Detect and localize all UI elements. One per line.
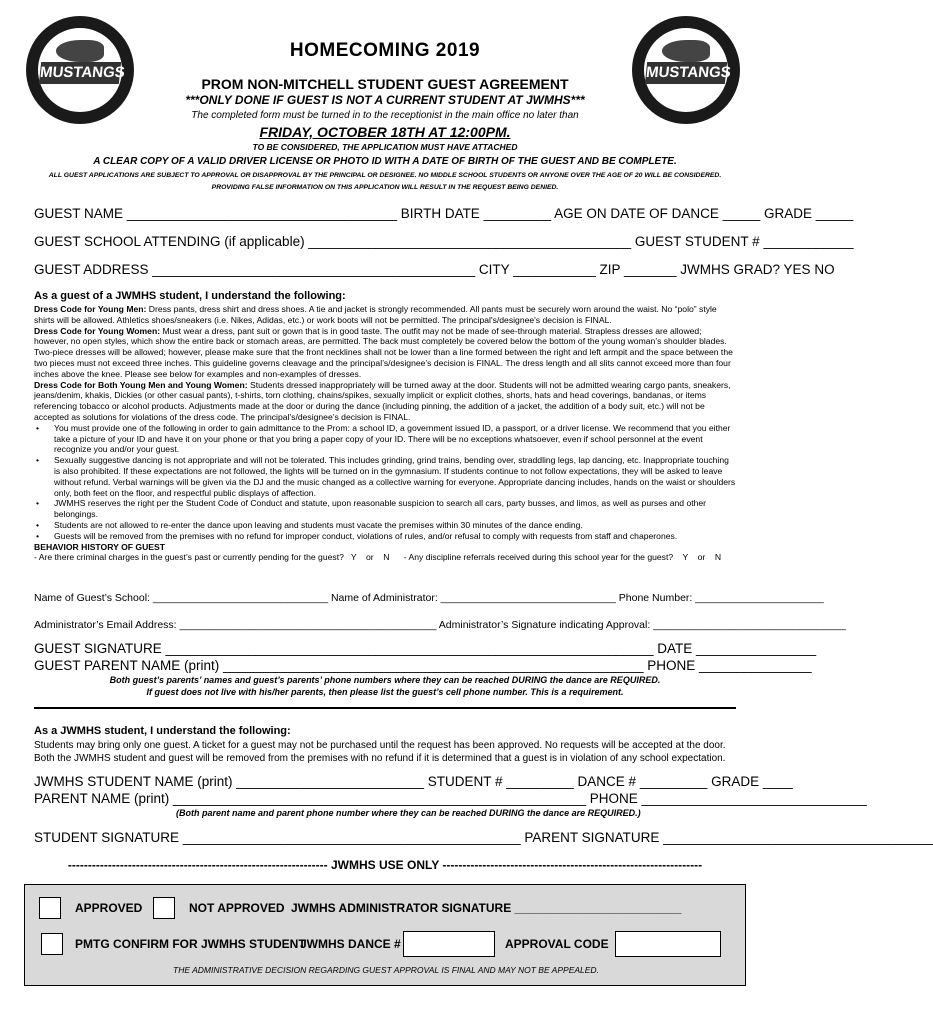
admin-email-row[interactable]: Administrator’s Email Address: ____________________________________________ Administrator’s Signature indicating Approval: _________________________________ (34, 619, 846, 631)
admin-use-box (24, 884, 746, 986)
admin-signature-line[interactable]: JWMHS ADMINISTRATOR SIGNATURE _________________________ (291, 901, 682, 915)
logo-plate: MUSTANGS (645, 62, 727, 84)
license-note: A CLEAR COPY OF A VALID DRIVER LICENSE OR PHOTO ID WITH A DATE OF BIRTH OF THE GUEST AND BE COMPLETE. (93, 156, 677, 167)
guest-signature-row[interactable]: GUEST SIGNATURE _________________________________________________________________ DATE ________________ (34, 641, 817, 656)
both-label: Dress Code for Both Young Men and Young Women: (34, 379, 248, 390)
student-heading: As a JWMHS student, I understand the following: (34, 725, 291, 737)
behavior-line[interactable]: - Are there criminal charges in the guest’s past or currently pending for the guest? Y or N - Any discipline referrals received during this school year for the guest? Y or N (34, 552, 722, 563)
student-name-row[interactable]: JWMHS STUDENT NAME (print) _________________________ STUDENT # _________ DANCE # _________ GRADE ____ (34, 774, 793, 789)
student-signature-row[interactable]: STUDENT SIGNATURE _____________________________________________ PARENT SIGNATURE ____________________________________ (34, 830, 933, 845)
form-subtitle: PROM NON-MITCHELL STUDENT GUEST AGREEMENT (201, 76, 569, 92)
rule-item: • Guests will be removed from the premises with no refund for improper conduct, violations of rules, and/or refusal to comply with requests from staff and chaperones. (34, 531, 736, 542)
guest-parent-row[interactable]: GUEST PARENT NAME (print) ________________________________________________________ PHONE _______________ (34, 658, 812, 673)
dress-code-block (34, 304, 736, 563)
not-approved-label: NOT APPROVED (189, 901, 285, 915)
both-text: Students dressed inappropriately will be turned away at the door. Students will not be admitted wearing cargo pants, sneakers, jeans/denim, khakis, Dickies (or other casual pants), t-shirts, torn clothing, chains/spikes, sexually implicit or explicit clothes, shorts, hats and head coverings, bandanas, or items referencing tobacco or alcohol products. Adjustments made at the door or during the dance (including pinning, the addition of a jacket, the addition of a body suit, etc.) will not be accepted as solutions for violations of the dress code. The principal’s/designee’s decision is FINAL. (34, 379, 731, 422)
rule-item: • You must provide one of the following in order to gain admittance to the Prom: a school ID, a government issued ID, a passport, or a driver license. We recommend that you either take a picture of your ID and have it on your phone or that you bring a paper copy of your ID. There will be no exceptions whatsoever, even if school personnel at the event recognize you and/or your guest. (34, 423, 736, 455)
page-title: HOMECOMING 2019 (289, 40, 481, 61)
approval-code-field[interactable] (615, 931, 721, 957)
parent-note-2: If guest does not live with his/her parents, then please list the guest’s cell phone number. This is a requirement. (146, 687, 624, 697)
final-decision-note: THE ADMINISTRATIVE DECISION REGARDING GUEST APPROVAL IS FINAL AND MAY NOT BE APPEALED. (173, 965, 599, 975)
behavior-heading: BEHAVIOR HISTORY OF GUEST (34, 541, 165, 552)
rule-item: • JWMHS reserves the right per the Student Code of Conduct and statute, upon reasonable suspicion to search all cars, party busses, and limos, as well as purses and other belongings. (34, 498, 736, 520)
approval-code-label: APPROVAL CODE (505, 937, 609, 951)
rule-item: • Sexually suggestive dancing is not appropriate and will not be tolerated. This includes grinding, grind trains, bending over, straddling legs, lap dancing, etc. Inappropriate touching is also prohibited. If these expectations are not followed, the lights will be turned on in the gymnasium. If students continue to not follow expectations, they will be asked to leave without refund. Verbal warnings will be given via the DJ and the music changed as a collective warning for everyone. Appropriate dancing includes, hands on the waist or shoulders only, both feet on the floor, and respectful public displays of affection. (34, 455, 736, 498)
use-only-banner: ----------------------------------------------------------------- JWMHS USE ONLY ----------------------------------------------------------------- (67, 858, 703, 872)
pmtg-label: PMTG CONFIRM FOR JWMHS STUDENT (75, 937, 306, 951)
guest-address-row[interactable]: GUEST ADDRESS ___________________________________________ CITY ___________ ZIP _______ JWMHS GRAD? YES NO (34, 262, 835, 277)
false-info-note: PROVIDING FALSE INFORMATION ON THIS APPLICATION WILL RESULT IN THE REQUEST BEING DENIED. (211, 184, 559, 191)
parent-name-row[interactable]: PARENT NAME (print) _______________________________________________________ PHONE ______________________________ (34, 791, 867, 806)
logo-plate: MUSTANGS (39, 62, 121, 84)
guest-name-row[interactable]: GUEST NAME ____________________________________ BIRTH DATE _________ AGE ON DATE OF DANCE _____ GRADE _____ (34, 206, 854, 221)
parent-note-1: Both guest’s parents’ names and guest’s parents’ phone numbers where they can be reached DURING the dance are REQUIRED. (109, 675, 661, 685)
section-divider (34, 707, 736, 709)
women-text: Must wear a dress, pant suit or gown that is in good taste. The outfit may not be made of see-through material. Strapless dresses are allowed; however, no open styles, which show the entire back or stomach areas, are permitted. The back must completely be covered below the bottom of the young woman’s shoulder blades. Two-piece dresses will be allowed; however, please make sure that the front necklines shall not be lower than a line formed between the right and left armpit and the space between the two pieces must not exceed three inches. This guideline governs cleavage and the principal’s/designee’s decision is FINAL. The dress length and all slits cannot exceed more than four inches above the knee. Please see below for examples and non-examples of dresses. (34, 325, 733, 379)
considered-note: TO BE CONSIDERED, THE APPLICATION MUST HAVE ATTACHED (252, 142, 518, 152)
subject-note: ALL GUEST APPLICATIONS ARE SUBJECT TO APPROVAL OR DISAPPROVAL BY THE PRINCIPAL OR DESIGNEE. NO MIDDLE SCHOOL STUDENTS OR ANYONE OVER THE AGE OF 20 WILL BE CONSIDERED. (48, 172, 722, 179)
approved-label: APPROVED (75, 901, 143, 915)
school-logo-left (26, 16, 134, 124)
school-logo-right (632, 16, 740, 124)
dance-number-label: JWMHS DANCE # (300, 937, 401, 951)
dance-number-field[interactable] (403, 931, 495, 957)
guest-school-row[interactable]: GUEST SCHOOL ATTENDING (if applicable) ___________________________________________ GUEST STUDENT # ____________ (34, 234, 854, 249)
guest-rules-heading: As a guest of a JWMHS student, I understand the following: (34, 290, 346, 302)
parent-required-note: (Both parent name and parent phone number where they can be reached DURING the dance are REQUIRED.) (176, 808, 641, 818)
deadline: FRIDAY, OCTOBER 18TH AT 12:00PM. (259, 124, 511, 140)
pmtg-checkbox[interactable] (41, 933, 63, 955)
turned-in-note: The completed form must be turned in to the receptionist in the main office no later than (191, 110, 579, 121)
rules-list (34, 423, 736, 542)
admin-school-row[interactable]: Name of Guest’s School: ______________________________ Name of Administrator: ______________________________ Phone Number: ______________________ (34, 592, 824, 604)
rule-item: • Students are not allowed to re-enter the dance upon leaving and students must vacate the premises within 30 minutes of the dance ending. (34, 520, 736, 531)
only-done-note: ***ONLY DONE IF GUEST IS NOT A CURRENT STUDENT AT JWMHS*** (185, 93, 585, 107)
approved-checkbox[interactable] (39, 897, 61, 919)
men-label: Dress Code for Young Men: (34, 304, 147, 314)
student-text: Students may bring only one guest. A ticket for a guest may not be purchased until the request has been approved. No requests will be accepted at the door. Both the JWMHS student and guest will be removed from the premises with no refund if it is determined that a guest is in violation of any school expectation. (34, 740, 726, 764)
women-label: Dress Code for Young Women: (34, 325, 161, 336)
men-text: Dress pants, dress shirt and dress shoes. A tie and jacket is strongly recommended. All pants must be securely worn around the waist. No “polo” style shirts will be allowed. Athletics shoes/sneakers (i.e. Nikes, Adidas, etc.) or work boots will not be permitted. The principal's/designee's decision is FINAL. (34, 304, 717, 325)
not-approved-checkbox[interactable] (153, 897, 175, 919)
